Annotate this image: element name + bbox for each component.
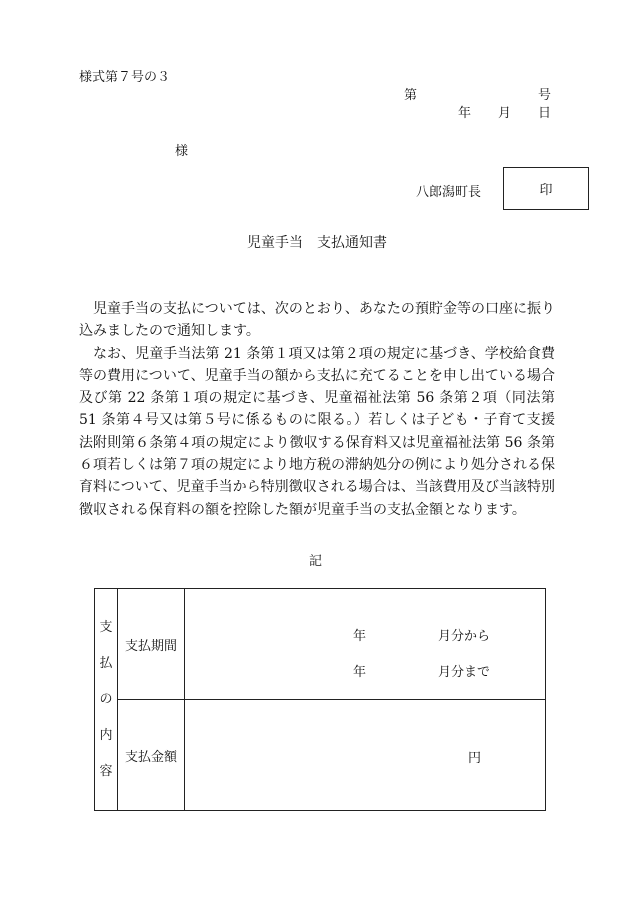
paragraph-notice: 児童手当の支払については、次のとおり、あなたの預貯金等の口座に振り込みましたので通知します。 (79, 301, 555, 340)
payment-amount-cell (185, 700, 546, 811)
period-to-year: 年 (353, 665, 367, 680)
payment-period-label: 支払期間 (118, 589, 185, 700)
body-text (79, 298, 555, 521)
document-title: 児童手当 支払通知書 (247, 235, 387, 251)
payment-content-label: 支 払 の 内 容 (95, 589, 118, 811)
payment-amount-label: 支払金額 (118, 700, 185, 811)
form-number: 様式第７号の３ (79, 70, 171, 85)
date-month: 月 (498, 106, 512, 121)
recipient-suffix: 様 (175, 144, 189, 159)
amount-unit: 円 (468, 751, 482, 766)
period-from-year: 年 (353, 629, 367, 644)
period-to-month: 月分まで (438, 665, 491, 680)
payment-period-cell (185, 589, 546, 700)
paragraph-details: なお、児童手当法第 21 条第１項又は第２項の規定に基づき、学校給食費等の費用について、児童手当の額から支払に充てることを申し出ている場合及び第 22 条第１項の規定に基づき、児童福祉法第 56 条第２項（同法第 51 条第４号又は第５号に係るものに限る。）若しくは子ども・子育て支援法附則第６条第４項の規定により徴収する保育料又は児童福祉法第 56 条第６項若しくは第７項の規定により地方税の滞納処分の例により処分される保育料について、児童手当から特別徴収される場合は、当該費用及び当該特別徴収される保育料の額を控除した額が児童手当の支払金額となります。 (79, 345, 555, 518)
number-suffix: 号 (538, 88, 552, 103)
date-day: 日 (538, 106, 552, 121)
payment-detail-table (94, 588, 546, 811)
number-prefix: 第 (404, 88, 418, 103)
period-from-month: 月分から (438, 629, 491, 644)
seal-label: 印 (539, 183, 553, 198)
ki-label: 記 (309, 554, 323, 569)
issuer-name: 八郎潟町長 (416, 185, 482, 200)
seal-box (503, 167, 589, 210)
date-year: 年 (458, 106, 472, 121)
